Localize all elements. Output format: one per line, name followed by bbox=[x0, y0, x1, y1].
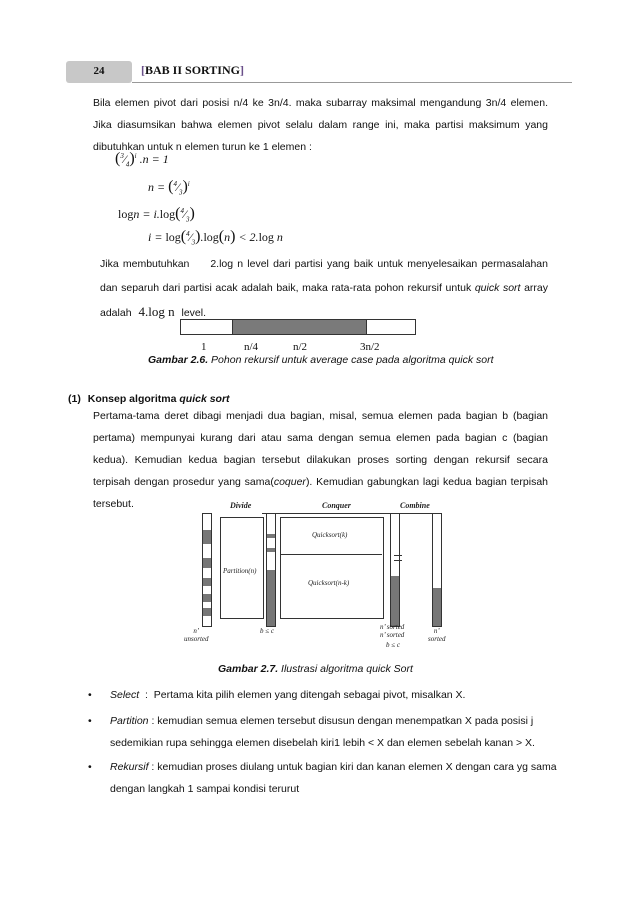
paragraph-3-part2: ). Kemudian gabungkan lagi kedua bagian terpisah tersebut. bbox=[93, 476, 548, 510]
figure-2-6-caption-text: Pohon rekursif untuk average case pada algoritma quick sort bbox=[208, 354, 494, 366]
figure-2-6-shaded-segment bbox=[232, 320, 367, 334]
figure-2-7-caption bbox=[218, 663, 413, 675]
bullet-select-sep: : bbox=[139, 689, 154, 701]
figure-2-7-label-b-le-c-2: b ≤ c bbox=[386, 641, 400, 649]
bullet-rekursif bbox=[110, 756, 560, 800]
bullet-partition-term: Partition bbox=[110, 715, 149, 727]
paragraph-2-italic: quick sort bbox=[474, 282, 521, 294]
paragraph-3-part1: Pertama-tama deret dibagi menjadi dua bagian, misal, semua elemen pada bagian b (bagian pertama) mempunyai kurang dari atau sama dengan semua elemen pada bagian c (bagian kedua). Kemudian kedua bagian tersebut dilakukan proses sorting dengan rekursif secara terpisah dengan prosedur yang sama( bbox=[93, 410, 548, 488]
equation-4: $i = \log(^4⁄_3).\log(n) < 2.\log$ n bbox=[148, 228, 283, 247]
bullet-rekursif-text: kemudian proses diulang untuk bagian kiri dan kanan elemen X dengan cara yg sama dengan langkah 1 sampai kondisi terurut bbox=[110, 761, 557, 795]
figure-2-7-header-conquer: Conquer bbox=[322, 501, 351, 510]
figure-2-7-header-combine: Combine bbox=[400, 501, 430, 510]
bullet-partition-text: kemudian semua elemen tersebut disusun dengan menempatkan X pada posisi j sedemikian rupa sehingga elemen disebelah kiri1 lebih < X dan elemen sebelah kanan > X. bbox=[110, 715, 535, 749]
figure-2-6-caption bbox=[148, 354, 494, 366]
paragraph-2 bbox=[100, 252, 551, 325]
bullet-select-text: Pertama kita pilih elemen yang ditengah sebagai pivot, misalkan X. bbox=[153, 689, 466, 701]
figure-2-6-tick-n4: n/4 bbox=[244, 341, 259, 353]
figure-2-7-conquer-divider bbox=[280, 554, 382, 555]
figure-2-7-partition-label: Partition(n) bbox=[223, 567, 257, 575]
figure-2-7-caption-label: Gambar 2.7. bbox=[218, 663, 279, 675]
figure-2-7-label-unsorted: n’ unsorted bbox=[184, 627, 209, 643]
figure-2-6-caption-label: Gambar 2.6. bbox=[148, 354, 209, 366]
figure-2-7-caption-text: Ilustrasi algoritma quick Sort bbox=[278, 663, 413, 675]
chapter-title bbox=[141, 63, 244, 78]
paragraph-3-italic: coquer bbox=[273, 476, 306, 488]
bullet-symbol-3: • bbox=[88, 761, 92, 773]
figure-2-7-partitioned-column bbox=[266, 513, 276, 627]
figure-2-7-header-divide: Divide bbox=[230, 501, 252, 510]
figure-2-7-label-sorted: n’ sorted bbox=[428, 627, 446, 643]
figure-2-7-label-b-le-c: b ≤ c bbox=[260, 627, 274, 635]
bullet-rekursif-term: Rekursif bbox=[110, 761, 149, 773]
header-rule bbox=[132, 82, 572, 83]
equation-1: $(^3⁄_4)^i$ .n = 1 bbox=[115, 150, 169, 169]
equation-2: $n = (^4⁄_3)^i$ bbox=[148, 178, 190, 197]
figure-2-7-sorted-column bbox=[432, 513, 442, 627]
bullet-symbol-1: • bbox=[88, 689, 92, 701]
figure-2-7-label-sorted-pair: n’ sorted n’ sorted bbox=[380, 623, 405, 639]
figure-2-6-tick-1: 1 bbox=[201, 341, 207, 353]
section-title: Konsep algoritma bbox=[87, 393, 180, 405]
bullet-symbol-2: • bbox=[88, 715, 92, 727]
bracket-open: [ bbox=[141, 63, 145, 77]
figure-2-6-bar bbox=[180, 319, 416, 335]
figure-2-7-quicksort-k: Quicksort(k) bbox=[312, 531, 348, 539]
paragraph-2-math: 4.log n bbox=[138, 304, 175, 319]
section-number: (1) bbox=[68, 393, 81, 405]
section-heading bbox=[68, 393, 230, 405]
intro-paragraph: Bila elemen pivot dari posisi n/4 ke 3n/4. maka subarray maksimal mengandung 3n/4 elemen. Jika diasumsikan bahwa elemen pivot selalu dalam range ini, maka partisi maksimum yang dibutuhkan untuk n elemen turun ke 1 elemen : bbox=[93, 97, 548, 153]
figure-2-7-sorted-pair-column bbox=[390, 513, 400, 627]
bullet-rekursif-sep: : bbox=[148, 761, 158, 773]
bullet-select bbox=[110, 684, 560, 706]
equation-3: $\log n = i.\log(^4⁄_3)$ bbox=[118, 205, 195, 224]
paragraph-2-part3: level. bbox=[181, 307, 207, 319]
chapter-title-text: BAB II SORTING bbox=[145, 63, 240, 77]
paragraph-2-part1: Jika membutuhkan 2.log n level dari partisi yang baik untuk menyelesaikan permasalahan dan separuh dari partisi acak adalah baik, maka rata-rata pohon rekursif untuk bbox=[100, 258, 551, 294]
page-number-tab bbox=[66, 61, 132, 83]
bullet-partition-sep: : bbox=[148, 715, 158, 727]
bullet-select-term: Select bbox=[110, 689, 140, 701]
bracket-close: ] bbox=[239, 63, 244, 77]
figure-2-7-equals-mark bbox=[394, 555, 402, 561]
page-number: 24 bbox=[93, 65, 105, 77]
figure-2-6-tick-3n2: 3n/2 bbox=[360, 341, 380, 353]
figure-2-7-unsorted-column bbox=[202, 513, 212, 627]
figure-2-7 bbox=[180, 499, 455, 649]
paragraph-2-part2: array adalah bbox=[100, 282, 548, 319]
figure-2-7-quicksort-nk: Quicksort(n-k) bbox=[308, 579, 350, 587]
section-title-italic: quick sort bbox=[179, 393, 230, 405]
figure-2-6-tick-n2: n/2 bbox=[293, 341, 308, 353]
equation-1-text bbox=[0, 0, 1, 1]
bullet-partition bbox=[110, 710, 560, 754]
figure-2-7-top-rule bbox=[262, 513, 437, 514]
